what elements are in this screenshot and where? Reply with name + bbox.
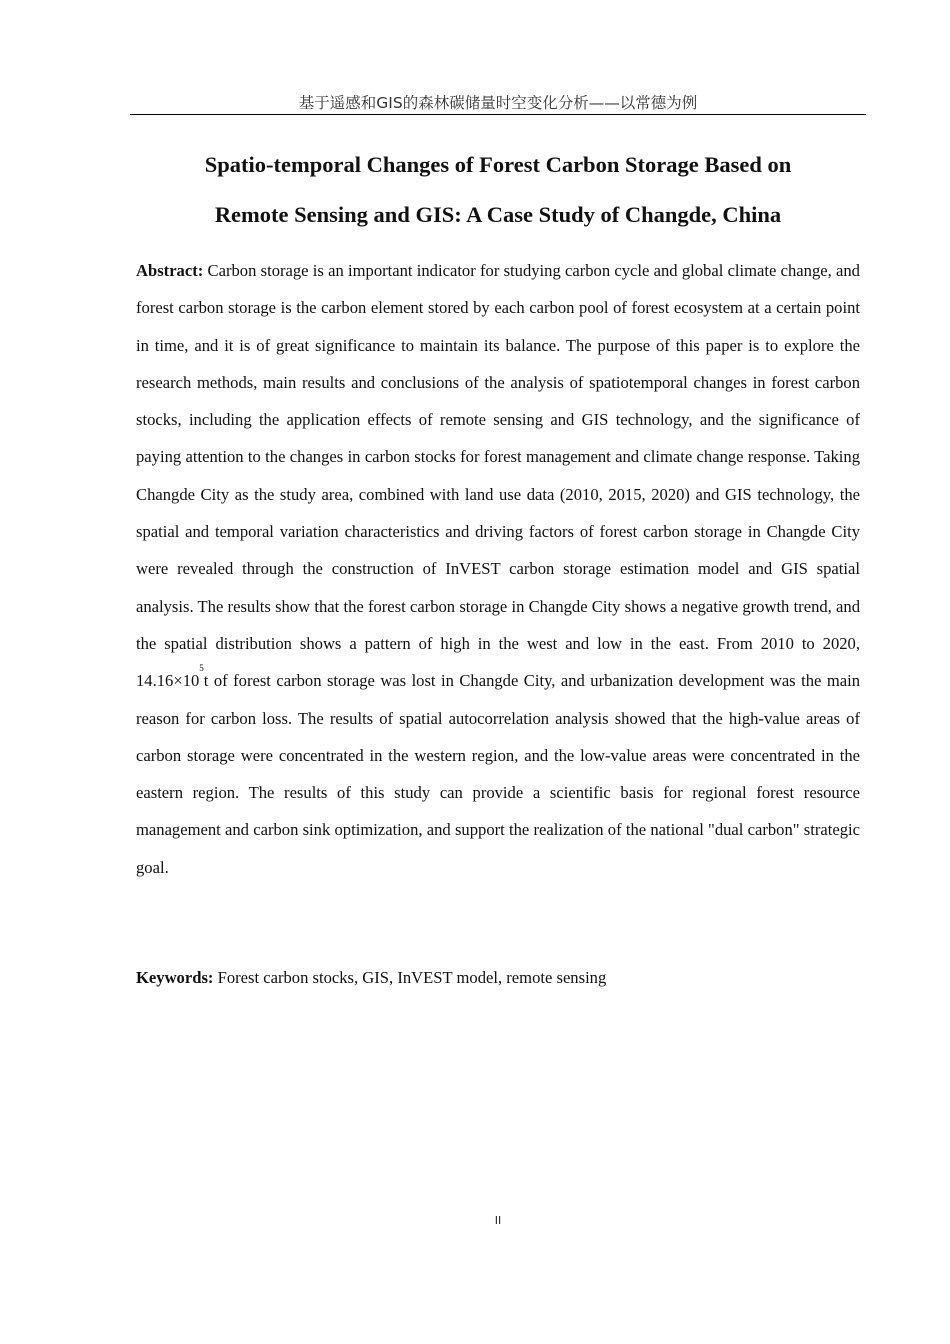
paper-title [130, 140, 866, 240]
header-divider [130, 114, 866, 115]
abstract-text-part-1: Carbon storage is an important indicator for studying carbon cycle and global climate change, and forest carbon storage is the carbon element stored by each carbon pool of forest ecosystem at a certain point in time, and it is of great significance to maintain its balance. The purpose of this paper is to explore the research methods, main results and conclusions of the analysis of spatiotemporal changes in forest carbon stocks, including the application effects of remote sensing and GIS technology, and the significance of paying attention to the changes in carbon stocks for forest management and climate change response. Taking Changde City as the study area, combined with land use data (2010, 2015, 2020) and GIS technology, the spatial and temporal variation characteristics and driving factors of forest carbon storage in Changde City were revealed through the construction of InVEST carbon storage estimation model and GIS spatial analysis. The results show that the forest carbon storage in Changde City shows a negative growth trend, and the spatial distribution shows a pattern of high in the west and low in the east. From 2010 to 2020, 14.16×10 [136, 261, 860, 691]
abstract-label: Abstract: [136, 261, 204, 280]
keywords-text: Forest carbon stocks, GIS, InVEST model, remote sensing [217, 968, 607, 987]
keywords-label: Keywords: [136, 968, 214, 987]
abstract-text-part-2: t of forest carbon storage was lost in Changde City, and urbanization development was the main reason for carbon loss. The results of spatial autocorrelation analysis showed that the high-value areas of carbon storage were concentrated in the western region, and the low-value areas were concentrated in the eastern region. The results of this study can provide a scientific basis for regional forest resource management and carbon sink optimization, and support the realization of the national "dual carbon" strategic goal. [136, 671, 860, 877]
running-header: 基于遥感和GIS的森林碳储量时空变化分析——以常德为例 [298, 94, 698, 112]
page-number: II [494, 1214, 502, 1227]
exponent-superscript: 5 [199, 663, 204, 674]
paper-title-line-1: Spatio-temporal Changes of Forest Carbon Storage Based on [204, 152, 792, 177]
keywords-line [136, 962, 860, 994]
paper-title-line-2: Remote Sensing and GIS: A Case Study of Changde, China [214, 202, 782, 227]
abstract-paragraph [136, 252, 860, 886]
